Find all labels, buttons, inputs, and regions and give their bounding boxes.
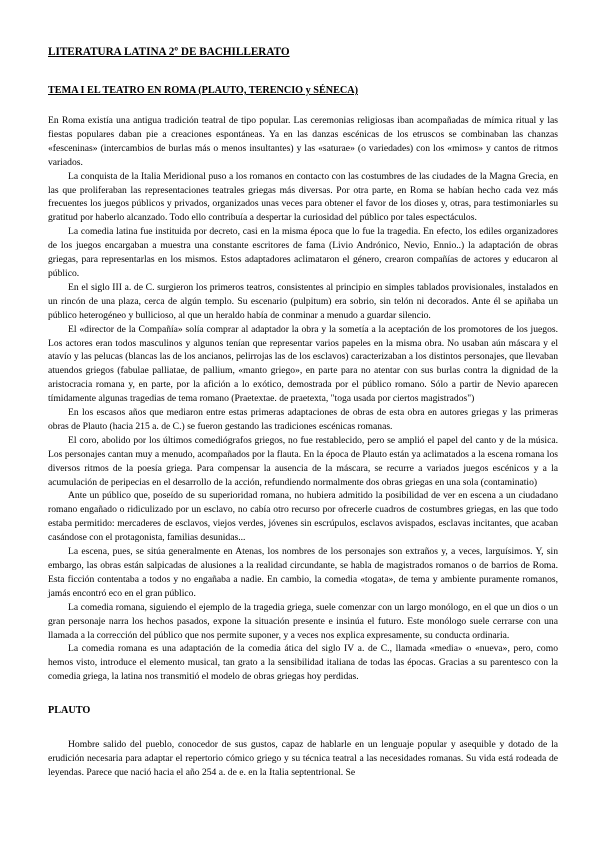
paragraph: La conquista de la Italia Meridional puso a los romanos en contacto con las costumbres de las ciudades de la Magna Grecia, en las que proliferaban las representaciones teatrales griegas más diversas. Por otra parte, en Roma se habían hecho cada vez más frecuentes los juegos públicos y privados, organizados unas veces para obtener el favor de los dioses y, otras, para testimoniarles su gratitud por haberlo alcanzado. Todo ello contribuía a despertar la curiosidad del público por tales espectáculos. — [48, 170, 558, 224]
paragraph: La comedia latina fue instituida por decreto, casi en la misma época que lo fue la tragedia. En efecto, los ediles organizadores de los juegos encargaban a muestra una constante escritores de fama (Livio Andrónico, Nevio, Ennio..) la adaptación de obras griegas, para representarlas en los mismos. Estos adaptadores aclimataron el género, crearon compañías de actores y educaron al público. — [48, 226, 558, 279]
paragraph: La escena, pues, se sitúa generalmente en Atenas, los nombres de los personajes son extraños y, a veces, larguísimos. Y, sin embargo, las obras están salpicadas de alusiones a la realidad circundante, se habla de magistrados romanos o de barrios de Roma. Esta ficción contentaba a todos y no engañaba a nadie. En cambio, la comedia «togata», de tema y ambiente puramente romanos, jamás encontró eco en el gran público. — [48, 546, 558, 599]
paragraph: La comedia romana es una adaptación de la comedia ática del siglo IV a. de C., llamada «media» o «nueva», pero, como hemos visto, introduce el elemento musical, tan grato a la sensibilidad italiana de todas las épocas. Gracias a su parentesco con la comedia griega, la latina nos transmitió el modelo de obras griegas hoy perdidas. — [48, 643, 558, 683]
paragraph: La comedia romana, siguiendo el ejemplo de la tragedia griega, suele comenzar con un largo monólogo, en el que un dios o un gran personaje narra los hechos pasados, expone la situación presente e insinúa el futuro. Este monólogo suele cerrarse con una llamada a la corrección del público que nos permite suponer, y a veces nos explica expresamente, su conducta ordinaria. — [48, 601, 558, 641]
paragraph: En el siglo III a. de C. surgieron los primeros teatros, consistentes al principio en simples tablados provisionales, instalados en un rincón de una plaza, cerca de algún templo. Su escenario (pulpitum) era sobrio, sin telón ni decorados. Ante él se apiñaba un público heterogéneo y bullicioso, al que un heraldo había de conminar a menudo a guardar silencio. — [48, 281, 558, 321]
paragraph: Hombre salido del pueblo, conocedor de sus gustos, capaz de hablarle en un lenguaje popular y asequible y dotado de la erudición necesaria para adaptar el repertorio cómico griego y su técnica teatral a las necesidades romanas. Su vida está rodeada de leyendas. Parece que nació hacia el año 254 a. de e. en la Italia septentrional. Se — [48, 739, 558, 778]
paragraph: El «director de la Compañía» solía comprar al adaptador la obra y la sometía a la aceptación de los promotores de los juegos. Los actores eran todos masculinos y algunos tenían que representar varios papeles en la misma obra. No usaban aún máscara y el atavío y las pelucas (blancas las de los ancianos, pelirrojas las de los esclavos) caracterizaban a los distintos personajes, que llevaban atuendos griegos (fabulae palliatae, de pallium, «manto griego», en parte para no atentar con sus burlas contra la dignidad de la aristocracia romana y, en parte, por la afición a lo exótico, demostrada por el público romano. Sólo a partir de Nevio aparecen tímidamente algunas tragedias de tema romano (Praetextae. de praetexta, "toga usada por ciertos magistrados") — [48, 323, 558, 405]
plauto-heading: PLAUTO — [48, 705, 91, 717]
paragraph: El coro, abolido por los últimos comediógrafos griegos, no fue restablecido, pero se amplió el papel del canto y de la música. Los personajes cantan muy a menudo, acompañados por la flauta. En la época de Plauto están ya aclimatados a la escena romana los diversos ritmos de la poesía griega. Para compensar la ausencia de la máscara, se recurre a variados juegos escénicos y a la acumulación de peripecias en el desarrollo de la acción, refundiendo normalmente dos obras griegas en una sola (contaminatio) — [48, 434, 558, 488]
section-title: TEMA I EL TEATRO EN ROMA (PLAUTO, TERENCIO y SÉNECA) — [48, 85, 359, 96]
paragraph: En Roma existía una antigua tradición teatral de tipo popular. Las ceremonias religiosas iban acompañadas de mímica ritual y las fiestas populares daban pie a creaciones espontáneas. Ya en las danzas escénicas de los etruscos se combinaban las chanzas «fesceninas» (intercambios de burlas más o menos insultantes) y las «saturae» (o variedades) con los «mimos» y cantos de ritmos variados. — [48, 115, 558, 168]
document-title: LITERATURA LATINA 2º DE BACHILLERATO — [48, 46, 290, 58]
document-body — [48, 114, 558, 780]
paragraph: En los escasos años que mediaron entre estas primeras adaptaciones de obras de esta obra en autores griegas y las primeras obras de Plauto (hacia 215 a. de C.) se fueron gestando las tradiciones escénicas romanas. — [48, 407, 558, 432]
paragraph: Ante un público que, poseído de su superioridad romana, no hubiera admitido la posibilidad de ver en escena a un ciudadano romano engañado o ridiculizado por un esclavo, no cabía otro recurso por ofrecerle cuadros de costumbres griegas, en las que todo estaba permitido: mercaderes de esclavos, viejos verdes, jóvenes sin escrúpulos, esclavos avispados, esclavas incitantes, que acaban casándose con el protagonista, familias desunidas... — [48, 490, 558, 544]
